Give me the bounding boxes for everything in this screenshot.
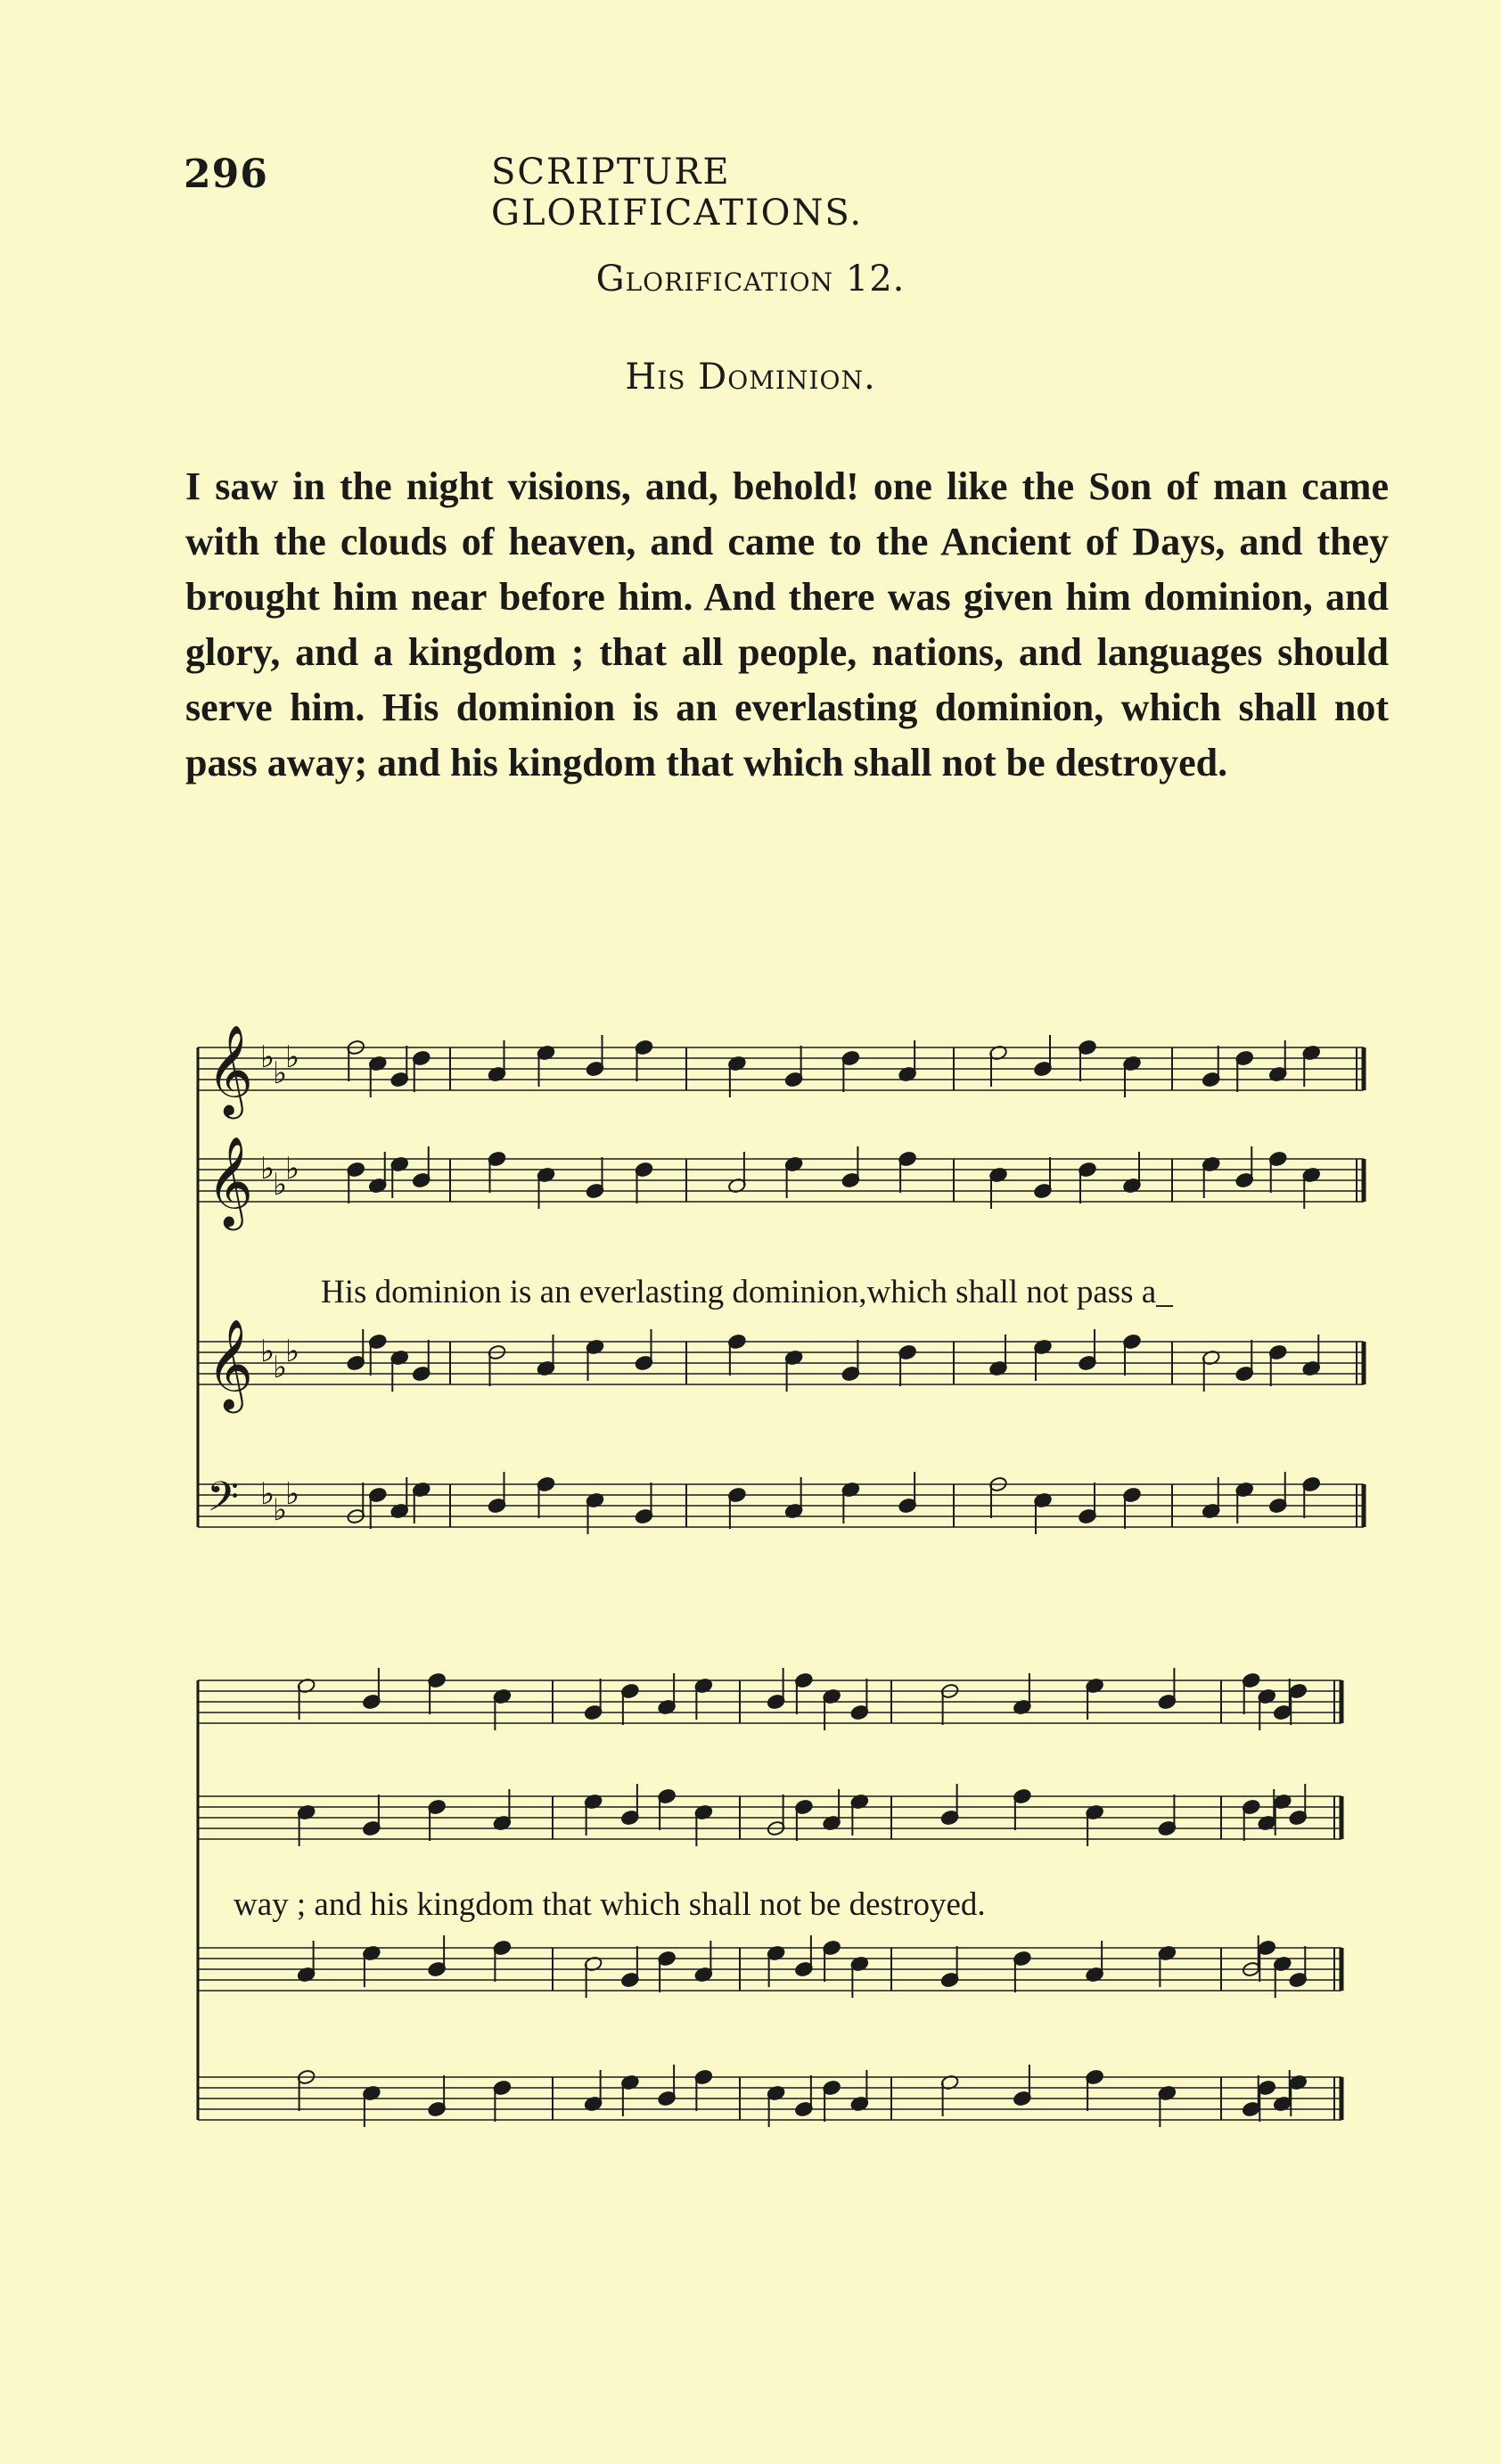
flat-icon: ♭: [285, 1476, 300, 1512]
glorification-number: Glorification 12.: [595, 259, 906, 300]
flat-icon: ♭: [260, 1151, 275, 1187]
flat-icon: ♭: [260, 1039, 275, 1075]
page-number: 296: [184, 152, 268, 197]
flat-icon: ♭: [285, 1334, 300, 1369]
flat-icon: ♭: [285, 1151, 300, 1187]
lyrics-line-2: way ; and his kingdom that which shall not be destroyed.: [234, 1886, 986, 1923]
running-title: SCRIPTURE GLORIFICATIONS.: [491, 152, 864, 234]
flat-icon: ♭: [260, 1476, 275, 1512]
scripture-passage: I saw in the night visions, and, behold! one like the Son of man came with the clouds of heaven, and came to the Ancient of Days, and they brought him near before him. And there was given him dominion, and glory, and a kingdom ; that all people, nations, and languages should serve him. His dominion is an everlasting dominion, which shall not pass away; and his kingdom that which shall not be destroyed.: [185, 464, 1389, 784]
flat-icon: ♭: [285, 1039, 300, 1075]
bass-clef-icon: 𝄢: [207, 1473, 240, 1532]
treble-clef-icon: 𝄞: [207, 1135, 254, 1228]
flat-icon: ♭: [260, 1334, 275, 1369]
flat-icon: ♭: [273, 1350, 288, 1385]
treble-clef-icon: 𝄞: [207, 1023, 254, 1116]
section-title: His Dominion.: [625, 357, 876, 398]
lyrics-line-1: His dominion is an everlasting dominion,which shall not pass a_: [321, 1274, 1173, 1310]
flat-icon: ♭: [273, 1055, 288, 1091]
flat-icon: ♭: [273, 1167, 288, 1203]
treble-clef-icon: 𝄞: [207, 1318, 254, 1410]
flat-icon: ♭: [273, 1492, 288, 1528]
